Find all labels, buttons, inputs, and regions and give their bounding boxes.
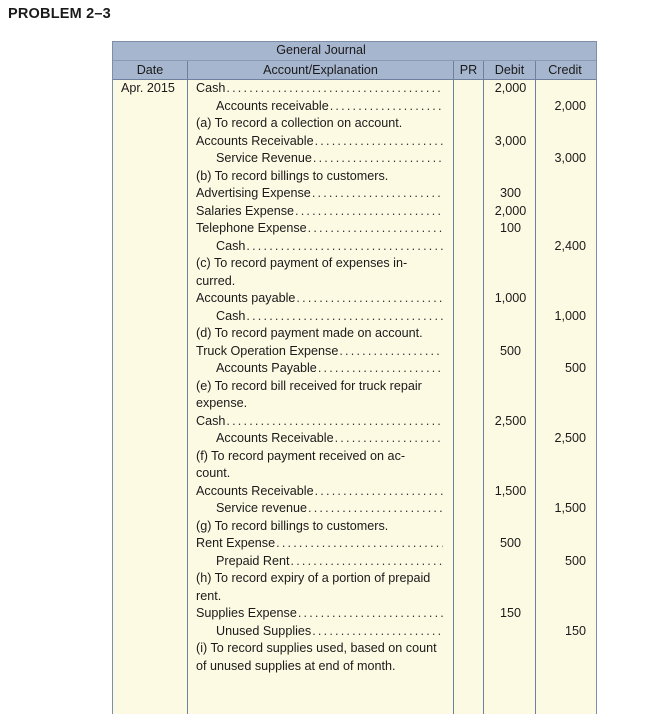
entry-explanation: (a) To record a collection on account. xyxy=(196,116,403,130)
header-account: Account/Explanation xyxy=(188,61,454,79)
dot-leader xyxy=(339,343,443,361)
journal-account-line xyxy=(188,553,453,571)
dot-leader xyxy=(330,98,443,116)
journal-account-line xyxy=(188,133,453,151)
general-journal-table xyxy=(112,41,597,714)
journal-account-line xyxy=(188,308,453,326)
journal-account-line xyxy=(188,430,453,448)
entry-explanation: (d) To record payment made on account. xyxy=(196,326,423,340)
account-column xyxy=(188,80,454,714)
account-name: Accounts Receivable xyxy=(196,133,314,148)
dot-leader xyxy=(315,483,443,501)
account-name: Advertising Expense xyxy=(196,186,311,200)
credit-amount: 2,400 xyxy=(554,238,586,253)
date-column xyxy=(113,80,188,714)
entry-explanation: (g) To record billings to customers. xyxy=(196,518,389,533)
journal-account-line xyxy=(188,360,453,378)
account-name: Rent Expense xyxy=(196,536,276,550)
dot-leader xyxy=(276,535,443,553)
credit-amount: 500 xyxy=(564,361,586,375)
account-name: Prepaid Rent xyxy=(216,553,290,568)
entry-explanation: (h) To record expiry of a portion of prepaid xyxy=(196,571,431,585)
credit-column xyxy=(536,80,594,714)
header-debit: Debit xyxy=(484,61,536,79)
debit-amount: 2,000 xyxy=(494,203,527,218)
account-name: Telephone Expense xyxy=(196,221,307,235)
dot-leader xyxy=(335,430,443,448)
account-name: Cash xyxy=(196,413,226,428)
credit-amount: 2,500 xyxy=(554,431,586,445)
header-date: Date xyxy=(113,61,188,79)
account-name: Accounts Payable xyxy=(216,361,317,375)
journal-account-line xyxy=(188,220,453,238)
credit-amount: 150 xyxy=(564,623,586,638)
header-credit: Credit xyxy=(548,63,582,77)
account-name: Accounts receivable xyxy=(216,98,329,113)
entry-explanation: (i) To record supplies used, based on count xyxy=(196,641,437,655)
dot-leader xyxy=(298,605,443,623)
account-name: Accounts Receivable xyxy=(196,483,314,498)
account-name: Service revenue xyxy=(216,501,308,515)
dot-leader xyxy=(291,553,443,571)
credit-amount: 500 xyxy=(564,553,586,568)
entry-explanation: curred. xyxy=(196,273,236,288)
credit-amount: 1,000 xyxy=(554,308,586,323)
entry-explanation: (b) To record billings to customers. xyxy=(196,168,389,183)
account-name: Accounts Receivable xyxy=(216,431,334,445)
header-pr: PR xyxy=(454,61,484,79)
dot-leader xyxy=(295,203,443,221)
entry-explanation: of unused supplies at end of month. xyxy=(196,658,396,673)
journal-account-line xyxy=(188,98,453,116)
entry-explanation: count. xyxy=(196,466,231,480)
debit-amount: 3,000 xyxy=(494,133,527,148)
dot-leader xyxy=(315,133,443,151)
dot-leader xyxy=(296,290,443,308)
pr-column xyxy=(454,80,484,714)
account-name: Cash xyxy=(216,238,246,253)
problem-title: PROBLEM 2–3 xyxy=(8,6,111,22)
account-name: Unused Supplies xyxy=(216,623,312,638)
journal-header xyxy=(113,42,596,80)
credit-amount: 2,000 xyxy=(554,98,586,113)
debit-amount: 300 xyxy=(499,186,521,200)
journal-body xyxy=(113,80,596,714)
account-name: Truck Operation Expense xyxy=(196,343,339,358)
dot-leader xyxy=(308,500,443,518)
dot-leader xyxy=(246,238,443,256)
credit-amount: 3,000 xyxy=(554,151,586,165)
account-name: Accounts payable xyxy=(196,291,296,305)
dot-leader xyxy=(246,308,443,326)
entry-explanation: (f) To record payment received on ac- xyxy=(196,448,406,463)
journal-account-line xyxy=(188,238,453,256)
dot-leader xyxy=(313,150,443,168)
debit-column xyxy=(484,80,536,714)
dot-leader xyxy=(226,413,443,431)
debit-amount: 1,500 xyxy=(494,483,527,498)
entry-explanation: rent. xyxy=(196,588,222,603)
journal-account-line xyxy=(188,413,453,431)
journal-account-line xyxy=(188,80,453,98)
debit-amount: 150 xyxy=(499,606,521,620)
entry-explanation: expense. xyxy=(196,396,248,410)
account-name: Cash xyxy=(196,81,226,95)
journal-account-line xyxy=(188,150,453,168)
journal-title: General Journal xyxy=(276,43,366,57)
account-name: Service Revenue xyxy=(216,151,312,165)
journal-account-line xyxy=(188,203,453,221)
account-name: Salaries Expense xyxy=(196,203,295,218)
debit-amount: 100 xyxy=(499,221,521,235)
debit-amount: 1,000 xyxy=(494,291,527,305)
journal-account-line xyxy=(188,483,453,501)
journal-account-line xyxy=(188,623,453,641)
journal-account-line xyxy=(188,605,453,623)
dot-leader xyxy=(318,360,443,378)
dot-leader xyxy=(226,80,443,98)
entry-date: Apr. 2015 xyxy=(121,81,175,95)
debit-amount: 2,500 xyxy=(494,413,527,428)
dot-leader xyxy=(308,220,443,238)
debit-amount: 2,000 xyxy=(494,81,527,95)
debit-amount: 500 xyxy=(499,536,521,550)
journal-account-line xyxy=(188,500,453,518)
account-name: Supplies Expense xyxy=(196,606,297,620)
journal-account-line xyxy=(188,185,453,203)
journal-account-line xyxy=(188,343,453,361)
journal-account-line xyxy=(188,535,453,553)
dot-leader xyxy=(312,185,443,203)
credit-amount: 1,500 xyxy=(554,501,586,515)
entry-explanation: (e) To record bill received for truck repair xyxy=(196,378,422,393)
journal-account-line xyxy=(188,290,453,308)
account-name: Cash xyxy=(216,308,246,323)
debit-amount: 500 xyxy=(499,343,521,358)
entry-explanation: (c) To record payment of expenses in- xyxy=(196,256,408,270)
dot-leader xyxy=(312,623,443,641)
